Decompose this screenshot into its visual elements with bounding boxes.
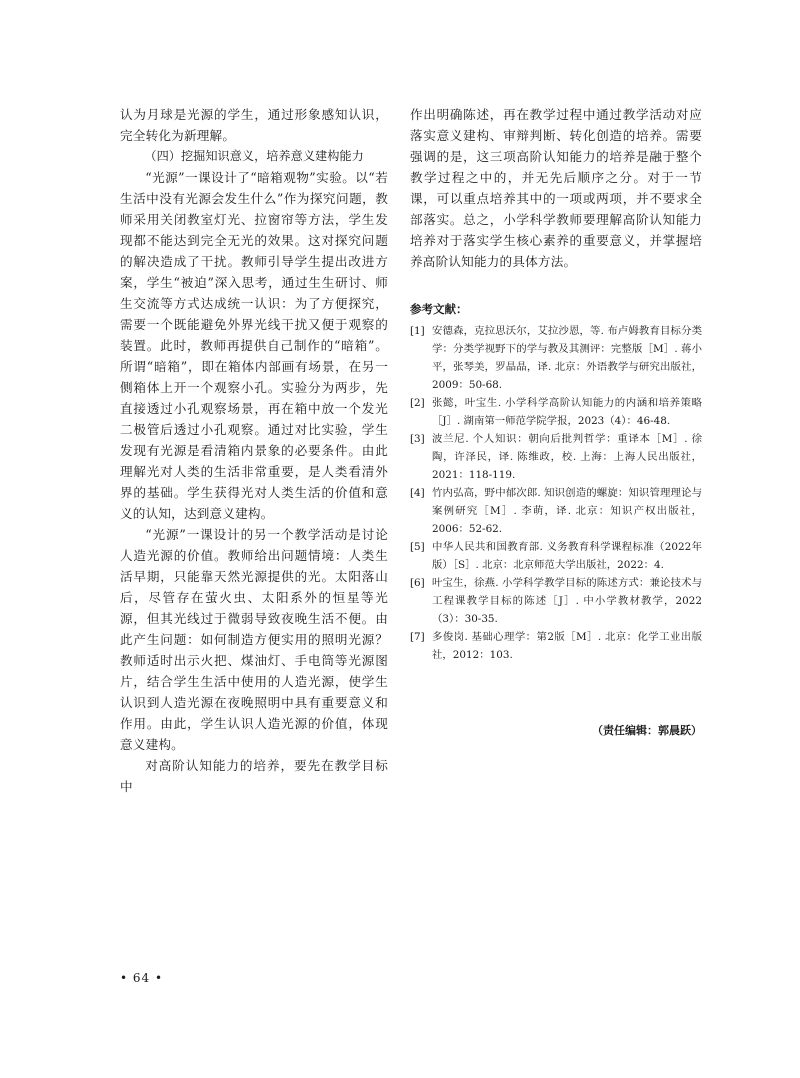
page-number: • 64 • xyxy=(120,971,164,985)
reference-item xyxy=(410,574,702,628)
body-paragraph: 对高阶认知能力的培养，要先在教学目标中 xyxy=(120,758,388,794)
reference-text: 多俊岗. 基础心理学：第2版［M］. 北京：化学工业出版社，2012：103. xyxy=(432,631,702,661)
reference-number: [1] xyxy=(410,325,425,337)
right-column xyxy=(410,104,702,664)
reference-item xyxy=(410,430,702,484)
reference-text: 中华人民共和国教育部. 义务教育科学课程标准（2022年版）［S］. 北京：北京师范大学出版社，2022：4. xyxy=(432,541,702,571)
reference-item xyxy=(410,394,702,430)
body-paragraph: “光源”一课设计了“暗箱观物”实验。以“若生活中没有光源会发生什么”作为探究问题，教师采用关闭教室灯光、拉窗帘等方法，学生发现都不能达到完全无光的效果。这对探究问题的解决造成了干扰。教师引导学生提出改进方案，学生“被迫”深入思考，通过生生研讨、师生交流等方式达成统一认识：为了方便探究，需要一个既能避免外界光线干扰又便于观察的装置。此时，教师再提供自己制作的“暗箱”。所谓“暗箱”，即在箱体内部画有场景，在另一侧箱体上开一个观察小孔。实验分为两步，先直接透过小孔观察场景，再在箱中放一个发光二极管后透过小孔观察。通过对比实验，学生发现有光源是看清箱内景象的必要条件。由此理解光对人类的生活非常重要，是人类看清外界的基础。学生获得光对人类生活的价值和意义的认知，达到意义建构。 xyxy=(120,170,388,521)
reference-text: 张懿，叶宝生. 小学科学高阶认知能力的内涵和培养策略［J］. 湖南第一师范学院学报，2023（4）：46-48. xyxy=(432,397,702,427)
references-list xyxy=(410,322,702,664)
reference-item xyxy=(410,628,702,664)
section-subheading: （四）挖掘知识意义，培养意义建构能力 xyxy=(144,149,364,163)
editor-note: （责任编辑：郭晨跃） xyxy=(592,724,702,737)
reference-text: 竹内弘高，野中郁次郎. 知识创造的螺旋：知识管理理论与案例研究［M］. 李萌，译. 北京：知识产权出版社，2006：52-62. xyxy=(432,487,702,535)
reference-item xyxy=(410,538,702,574)
body-paragraph: 认为月球是光源的学生，通过形象感知认识，完全转化为新理解。 xyxy=(120,107,388,143)
reference-item xyxy=(410,322,702,394)
body-paragraph: “光源”一课设计的另一个教学活动是讨论人造光源的价值。教师给出问题情境：人类生活早期，只能靠天然光源提供的光。太阳落山后，尽管存在萤火虫、太阳系外的恒星等光源，但其光线过于微弱导致夜晚生活不便。由此产生问题：如何制造方便实用的照明光源？教师适时出示火把、煤油灯、手电筒等光源图片，结合学生生活中使用的人造光源，使学生认识到人造光源在夜晚照明中具有重要意义和作用。由此，学生认识人造光源的价值，体现意义建构。 xyxy=(120,527,388,752)
left-column xyxy=(120,104,388,797)
reference-number: [6] xyxy=(410,577,425,589)
reference-number: [4] xyxy=(410,487,425,499)
references-heading: 参考文献： xyxy=(410,302,468,316)
reference-text: 波兰尼. 个人知识：朝向后批判哲学：重译本［M］. 徐陶，许泽民，译. 陈维政，校. 上海：上海人民出版社，2021：118-119. xyxy=(432,433,702,481)
reference-number: [7] xyxy=(410,631,425,643)
body-paragraph: 作出明确陈述，再在教学过程中通过教学活动对应落实意义建构、审辩判断、转化创造的培养。需要强调的是，这三项高阶认知能力的培养是融于整个教学过程之中的，并无先后顺序之分。对于一节课，可以重点培养其中的一项或两项，并不要求全部落实。总之，小学科学教师要理解高阶认知能力培养对于落实学生核心素养的重要意义，并掌握培养高阶认知能力的具体方法。 xyxy=(410,107,702,269)
reference-text: 叶宝生，徐燕. 小学科学教学目标的陈述方式：兼论技术与工程课教学目标的陈述［J］. 中小学教材教学，2022（3）：30-35. xyxy=(432,577,702,625)
reference-text: 安德森，克拉思沃尔，艾拉沙恩，等. 布卢姆教育目标分类学：分类学视野下的学与教及其测评：完整版［M］. 蒋小平，张琴美，罗晶晶，译. 北京：外语教学与研究出版社，2009：50-68. xyxy=(432,325,702,391)
reference-number: [3] xyxy=(410,433,425,445)
reference-item xyxy=(410,484,702,538)
reference-number: [2] xyxy=(410,397,425,409)
reference-number: [5] xyxy=(410,541,425,553)
